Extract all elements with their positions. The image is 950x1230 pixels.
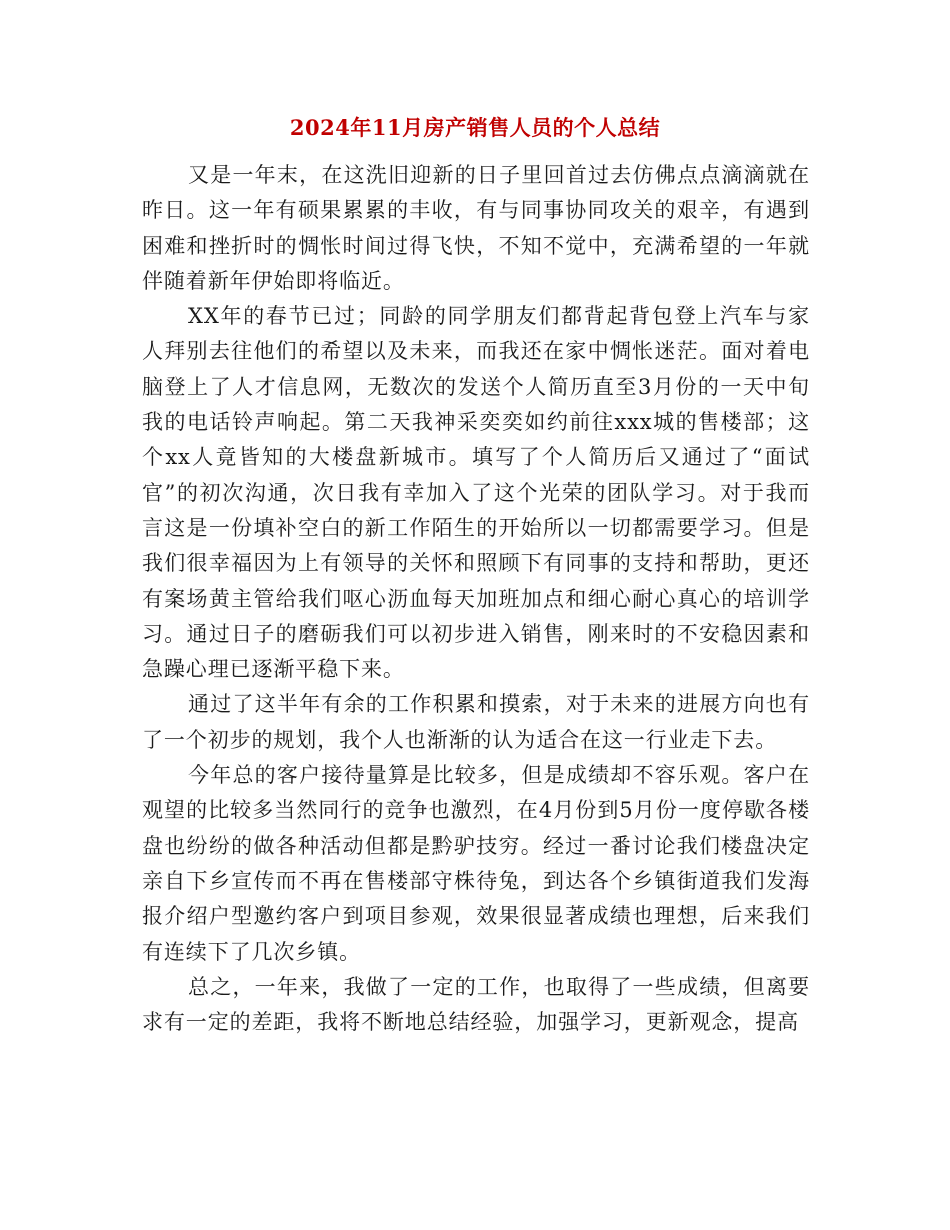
paragraph-2: XX年的春节已过；同龄的同学朋友们都背起背包登上汽车与家人拜别去往他们的希望以及未来，而我还在家中惆怅迷茫。面对着电脑登上了人才信息网，无数次的发送个人简历直至3月份的一天中旬我的电话铃声响起。第二天我神采奕奕如约前往xxx城的售楼部；这个xx人竟皆知的大楼盘新城市。填写了个人简历后又通过了“面试官”的初次沟通，次日我有幸加入了这个光荣的团队学习。对于我而言这是一份填补空白的新工作陌生的开始所以一切都需要学习。但是我们很幸福因为上有领导的关怀和照顾下有同事的支持和帮助，更还有案场黄主管给我们呕心沥血每天加班加点和细心耐心真心的培训学习。通过日子的磨砺我们可以初步进入销售，刚来时的不安稳因素和急躁心理已逐渐平稳下来。 bbox=[142, 304, 810, 682]
paragraph-5: 总之，一年来，我做了一定的工作，也取得了一些成绩，但离要求有一定的差距，我将不断地总结经验，加强学习，更新观念，提高 bbox=[142, 974, 810, 1035]
paragraph-1: 又是一年末，在这洗旧迎新的日子里回首过去仿佛点点滴滴就在昨日。这一年有硕果累累的丰收，有与同事协同攻关的艰辛，有遇到困难和挫折时的惆怅时间过得飞快，不知不觉中，充满希望的一年就伴随着新年伊始即将临近。 bbox=[142, 163, 810, 293]
document-body bbox=[142, 158, 810, 1040]
paragraph-3: 通过了这半年有余的工作积累和摸索，对于未来的进展方向也有了一个初步的规划，我个人也渐渐的认为适合在这一行业走下去。 bbox=[142, 692, 810, 752]
paragraph-4: 今年总的客户接待量算是比较多，但是成绩却不容乐观。客户在观望的比较多当然同行的竞争也激烈，在4月份到5月份一度停歇各楼盘也纷纷的做各种活动但都是黔驴技穷。经过一番讨论我们楼盘决定亲自下乡宣传而不再在售楼部守株待兔，到达各个乡镇街道我们发海报介绍户型邀约客户到项目参观，效果很显著成绩也理想，后来我们有连续下了几次乡镇。 bbox=[142, 763, 810, 964]
page-title: 2024年11月房产销售人员的个人总结 bbox=[289, 115, 661, 140]
